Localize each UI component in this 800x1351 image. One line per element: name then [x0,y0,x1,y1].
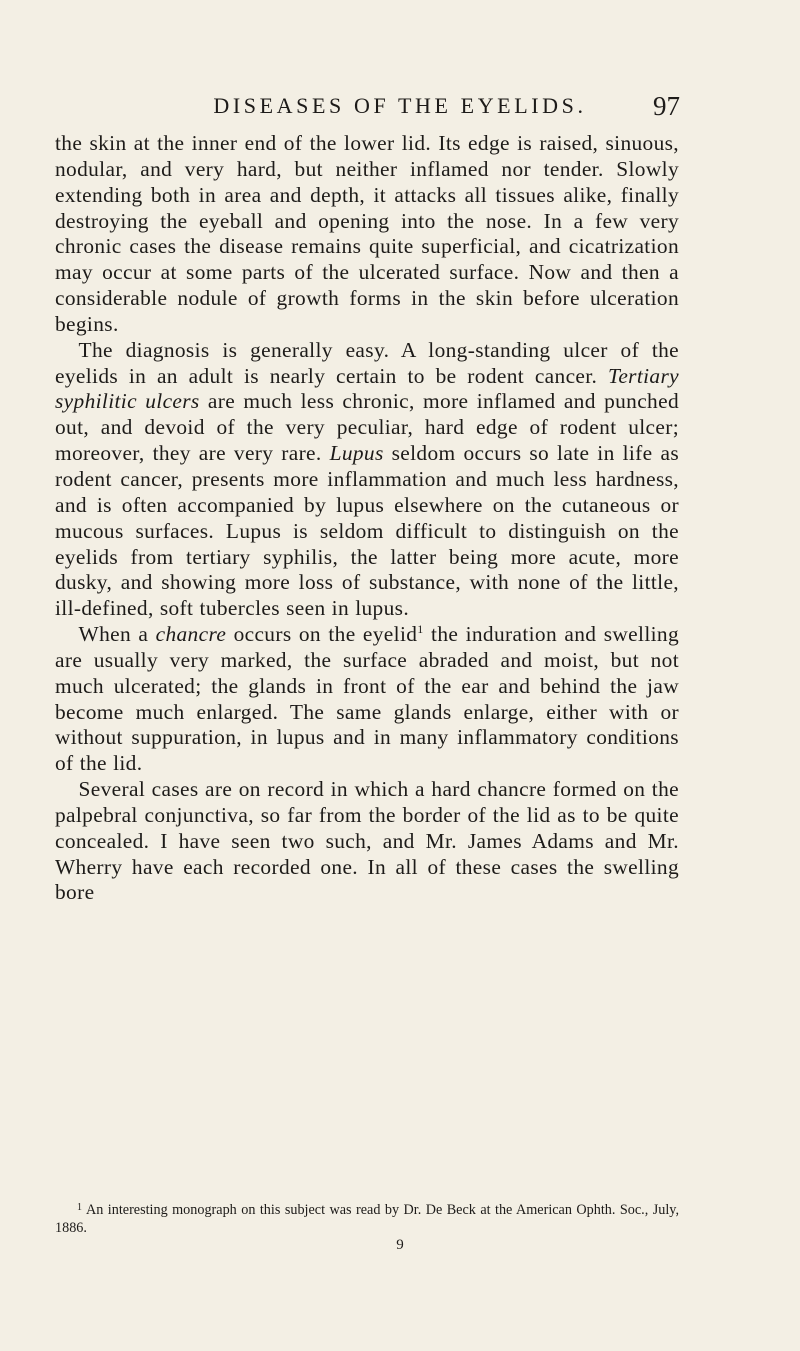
text-run: When a [78,622,156,647]
footnote-mark: 1 [77,1202,82,1213]
text-run: the induration and swelling are usually very marked, the surface abraded and moist, but not much ulcerated; the glands in front of the ear and behind the jaw become much enlarged. The same glands enlarge, either with or without suppuration, in lupus and in many inflammatory conditions of the lid. [55,622,679,776]
body-text [55,131,679,906]
text-run: seldom occurs so late in life as rodent cancer, presents more inflammation and much less hardness, and is often accompanied by lupus elsewhere on the cutaneous or mucous surfaces. Lupus is seldom difficult to distinguish on the eyelids from tertiary syphilis, the latter being more acute, more dusky, and showing more loss of substance, with none of the little, ill-defined, soft tubercles seen in lupus. [55,441,679,621]
paragraph [55,622,679,777]
running-title: DISEASES OF THE EYELIDS. [213,93,587,118]
text-run: Several cases are on record in which a hard chancre formed on the palpebral conjunctiva, so far from the border of the lid as to be quite concealed. I have seen two such, and Mr. James Adams and Mr. Wherry have each recorded one. In all of these cases the swelling bore [55,777,679,905]
italic-term: Tertiary syphilitic ulcers [55,363,679,414]
text-run: the skin at the inner end of the lower lid. Its edge is raised, sinuous, nodular, and very hard, but neither inflamed nor tender. Slowly extending both in area and depth, it attacks all tissues alike, finally destroying the eyeball and opening into the nose. In a few very chronic cases the disease remains quite superficial, and cicatrization may occur at some parts of the ulcerated surface. Now and then a considerable nodule of growth forms in the skin before ulceration begins. [55,131,679,336]
paragraph [55,131,679,338]
text-run: occurs on the eyelid [226,622,418,647]
footnote [55,1199,679,1237]
text-run: are much less chronic, more inflamed and punched out, and devoid of the very peculiar, hard edge of rodent ulcer; moreover, they are very rare. [55,389,679,466]
italic-term: Lupus [329,441,384,466]
paragraph [55,777,679,906]
italic-term: chancre [155,622,227,647]
paragraph [55,338,679,622]
page-header [0,86,800,126]
page-number: 97 [653,91,680,121]
text-run: The diagnosis is generally easy. A long-standing ulcer of the eyelids in an adult is nearly certain to be rodent cancer. [55,337,679,388]
footnote-text: An interesting monograph on this subject was read by Dr. De Beck at the American Ophth. Soc., July, 1886. [55,1202,679,1236]
signature-mark: 9 [396,1237,404,1253]
footnote-reference: 1 [417,622,424,637]
